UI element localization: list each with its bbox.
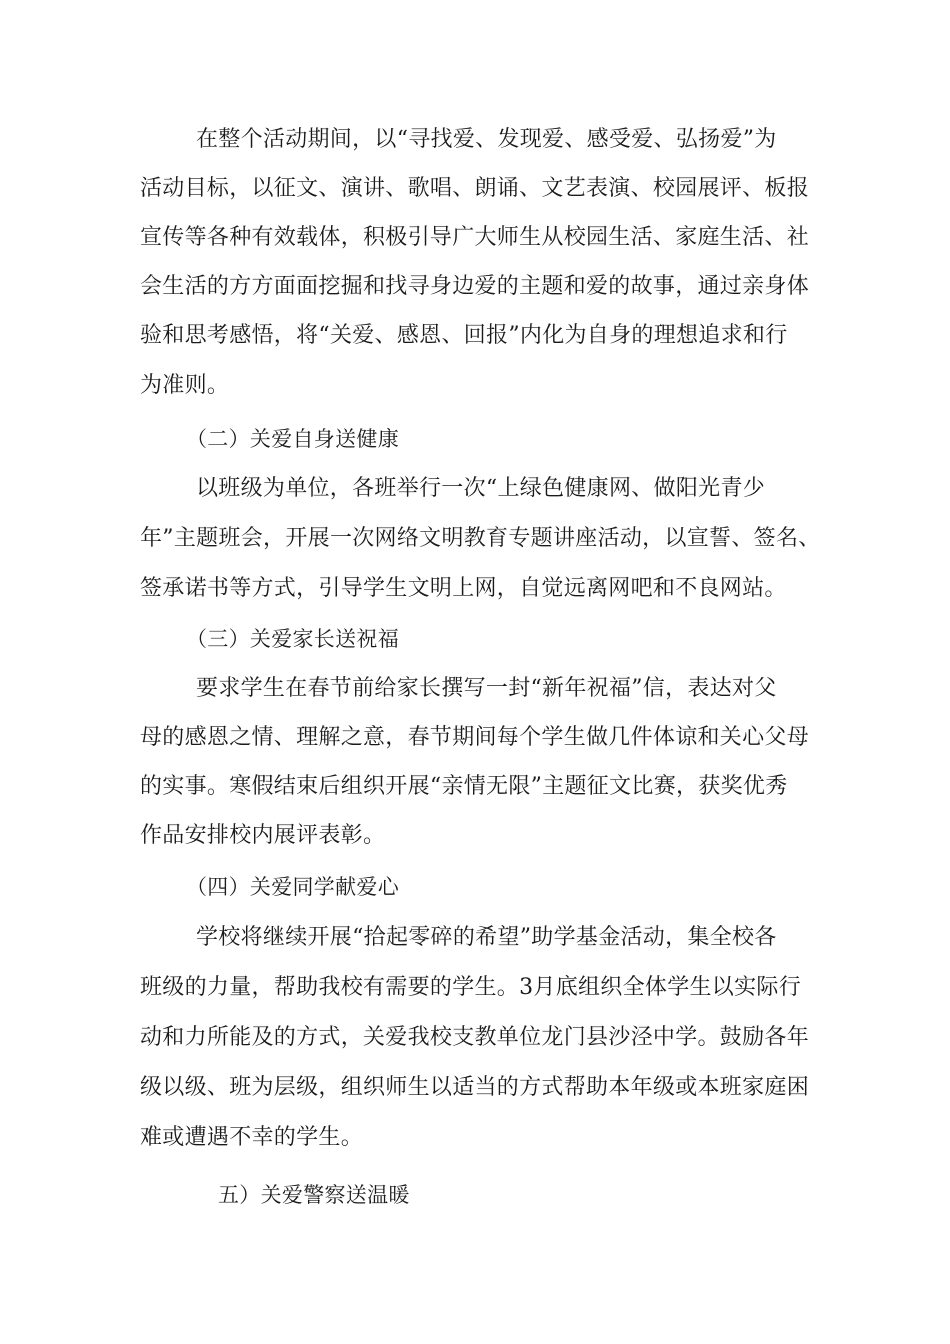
paragraph-line: 动和力所能及的方式，关爱我校支教单位龙门县沙泾中学。鼓励各年: [140, 1025, 810, 1050]
section-heading: （二）关爱自身送健康: [186, 427, 399, 451]
paragraph-line: 要求学生在春节前给家长撰写一封“新年祝福”信，表达对父: [196, 676, 777, 701]
paragraph-line: 作品安排校内展评表彰。: [140, 823, 386, 848]
paragraph-line: 母的感恩之情、理解之意，春节期间每个学生做几件体谅和关心父母: [140, 725, 810, 750]
paragraph-line: 在整个活动期间，以“寻找爱、发现爱、感受爱、弘扬爱”为: [196, 127, 777, 152]
section-heading: （四）关爱同学献爱心: [186, 875, 399, 899]
paragraph-line: 宣传等各种有效载体，积极引导广大师生从校园生活、家庭生活、社: [140, 225, 810, 250]
paragraph-line: 的实事。寒假结束后组织开展“亲情无限”主题征文比赛，获奖优秀: [140, 774, 788, 799]
paragraph-line: 为准则。: [140, 373, 230, 398]
paragraph-line: 活动目标，以征文、演讲、歌唱、朗诵、文艺表演、校园展评、板报: [140, 176, 810, 201]
paragraph-line: 签承诺书等方式，引导学生文明上网，自觉远离网吧和不良网站。: [140, 576, 787, 601]
paragraph-line: 学校将继续开展“拾起零碎的希望”助学基金活动，集全校各: [196, 925, 777, 950]
section-heading: 五）关爱警察送温暖: [218, 1183, 410, 1207]
paragraph-line: 会生活的方方面面挖掘和找寻身边爱的主题和爱的故事，通过亲身体: [140, 274, 810, 299]
paragraph-line: 以班级为单位，各班举行一次“上绿色健康网、做阳光青少: [196, 476, 766, 501]
section-heading: （三）关爱家长送祝福: [186, 627, 399, 651]
paragraph-line: 班级的力量，帮助我校有需要的学生。3月底组织全体学生以实际行: [140, 975, 801, 1000]
paragraph-line: 验和思考感悟，将“关爱、感恩、回报”内化为自身的理想追求和行: [140, 323, 788, 348]
paragraph-line: 年”主题班会，开展一次网络文明教育专题讲座活动，以宣誓、签名、: [140, 526, 821, 551]
paragraph-line: 级以级、班为层级，组织师生以适当的方式帮助本年级或本班家庭困: [140, 1075, 810, 1100]
paragraph-line: 难或遭遇不幸的学生。: [140, 1125, 364, 1150]
